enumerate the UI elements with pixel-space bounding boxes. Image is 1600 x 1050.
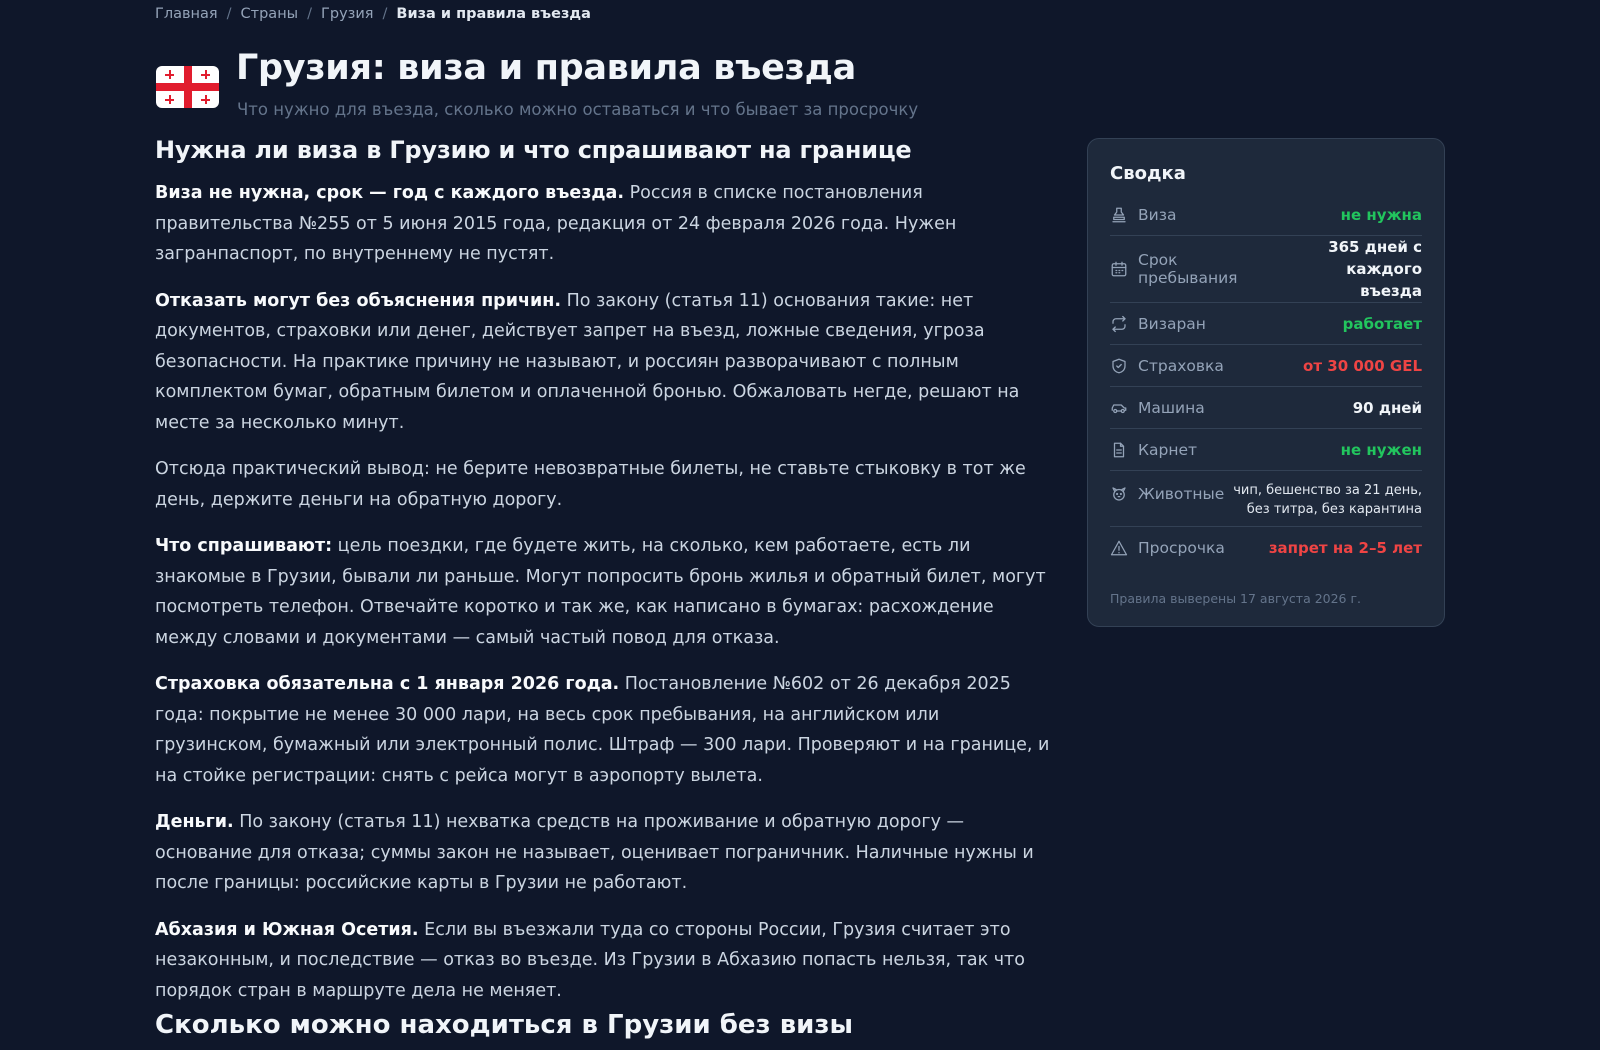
shield-icon	[1110, 357, 1128, 375]
breadcrumb-countries[interactable]: Страны	[240, 6, 299, 22]
paragraph-text: По закону (статья 11) нехватка средств на проживание и обратную дорогу — основание для отказа; суммы закон не называет, оценивает пограничник. Наличные нужны и после границы: российские карты в Грузии не работают.	[155, 812, 1034, 893]
summary-label: Страховка	[1138, 356, 1224, 375]
summary-row-pets	[1110, 471, 1422, 527]
summary-verified-note: Правила выверены 17 августа 2026 г.	[1110, 591, 1362, 606]
paragraph-text: цель поездки, где будете жить, на сколько, кем работаете, есть ли знакомые в Грузии, бывали ли раньше. Могут попросить бронь жилья и обратный билет, могут посмотреть телефон. Отвечайте коротко и так же, как написано в бумагах: расхождение между словами и документами — самый частый повод для отказа.	[155, 536, 1046, 648]
section-heading-visa: Нужна ли виза в Грузию и что спрашивают на границе	[155, 136, 912, 164]
summary-value: не нужен	[1340, 440, 1422, 459]
summary-label: Виза	[1138, 205, 1177, 224]
paragraph-abkhazia	[155, 915, 1050, 1007]
paragraph-text: Россия в списке постановления правительства №255 от 5 июня 2015 года, редакция от 24 февраля 2026 года. Нужен загранпаспорт, по внутреннему не пустят.	[155, 183, 957, 264]
summary-value: работает	[1342, 314, 1422, 333]
summary-value	[1280, 236, 1422, 302]
paragraph-lead: Деньги.	[155, 812, 234, 832]
summary-row-visarun	[1110, 303, 1422, 345]
summary-row-insurance	[1110, 345, 1422, 387]
breadcrumb-separator: /	[307, 6, 313, 22]
page-subtitle: Что нужно для въезда, сколько можно оставаться и что бывает за просрочку	[237, 100, 919, 119]
paragraph-lead: Страховка обязательна с 1 января 2026 года.	[155, 674, 620, 694]
summary-label: Машина	[1138, 398, 1205, 417]
summary-label: Карнет	[1138, 440, 1198, 459]
breadcrumb-home[interactable]: Главная	[155, 6, 218, 22]
stamp-icon	[1110, 206, 1128, 224]
paragraph-text: Если вы въезжали туда со стороны России, Грузия считает это незаконным, и последствие — отказ во въезде. Из Грузии в Абхазию попасть нельзя, так что порядок стран в маршруте дела не меняет.	[155, 919, 1025, 1001]
page-title: Грузия: виза и правила въезда	[236, 48, 856, 88]
breadcrumb-current: Виза и правила въезда	[396, 6, 591, 22]
warning-icon	[1110, 539, 1128, 557]
paragraph-refusal	[155, 286, 1050, 439]
paragraph-lead: Виза не нужна, срок — год с каждого въезда.	[155, 183, 624, 203]
summary-row-car	[1110, 387, 1422, 429]
summary-value: не нужна	[1340, 205, 1422, 224]
breadcrumb-separator: /	[382, 6, 388, 22]
paragraph-questions	[155, 531, 1050, 653]
article-content	[155, 132, 1050, 1022]
summary-value	[1233, 481, 1422, 519]
paragraph-text: Постановление №602 от 26 декабря 2025 года: покрытие не менее 30 000 лари, на весь срок пребывания, на английском или грузинском, бумажный или электронный полис. Штраф — 300 лари. Проверяют и на границе, и на стойке регистрации: снять с рейса могут в аэропорту вылета.	[155, 674, 1050, 786]
summary-label: Срок пребывания	[1138, 251, 1238, 287]
breadcrumb	[155, 6, 591, 22]
summary-title: Сводка	[1110, 163, 1186, 184]
paragraph-text: По закону (статья 11) основания такие: нет документов, страховки или денег, действует запрет на въезд, ложные сведения, угроза безопасности. На практике причину не называют, и россиян разворачивают с полным комплектом бумаг, обратным билетом и оплаченной бронью. Обжаловать негде, решают на месте за несколько минут.	[155, 290, 1020, 433]
summary-row-visa	[1110, 194, 1422, 236]
paragraph-practical-advice: Отсюда практический вывод: не берите невозвратные билеты, не ставьте стыковку в тот же день, держите деньги на обратную дорогу.	[155, 459, 1026, 510]
paragraph-lead: Что спрашивают:	[155, 536, 333, 556]
summary-value: 90 дней	[1352, 398, 1422, 417]
paragraph-lead: Отказать могут без объяснения причин.	[155, 290, 561, 311]
section-heading-stay-duration: Сколько можно находиться в Грузии без визы	[155, 1010, 853, 1040]
summary-label: Животные	[1138, 485, 1225, 503]
summary-label: Визаран	[1138, 314, 1206, 333]
paw-icon	[1110, 485, 1128, 503]
summary-label: Просрочка	[1138, 539, 1225, 557]
paragraph-insurance	[155, 669, 1050, 791]
summary-value-line: чип, бешенство за 21 день,	[1233, 483, 1422, 498]
paragraph-lead: Абхазия и Южная Осетия.	[155, 919, 419, 940]
car-icon	[1110, 399, 1128, 417]
summary-value-line: каждого въезда	[1346, 260, 1422, 300]
repeat-icon	[1110, 315, 1128, 333]
breadcrumb-separator: /	[226, 6, 232, 22]
paragraph-visa-not-needed	[155, 178, 1050, 270]
calendar-icon	[1110, 260, 1128, 278]
summary-value: запрет на 2–5 лет	[1268, 539, 1422, 557]
georgia-flag-icon	[156, 66, 219, 108]
summary-row-stay	[1110, 236, 1422, 303]
breadcrumb-georgia[interactable]: Грузия	[321, 6, 374, 22]
summary-row-carnet	[1110, 429, 1422, 471]
summary-row-overstay	[1110, 527, 1422, 569]
document-icon	[1110, 441, 1128, 459]
paragraph-money	[155, 807, 1050, 899]
summary-value-line: без титра, без карантина	[1246, 502, 1422, 517]
summary-card	[1087, 138, 1445, 627]
summary-value-line: 365 дней с	[1328, 238, 1422, 256]
summary-value: от 30 000 GEL	[1303, 356, 1422, 375]
